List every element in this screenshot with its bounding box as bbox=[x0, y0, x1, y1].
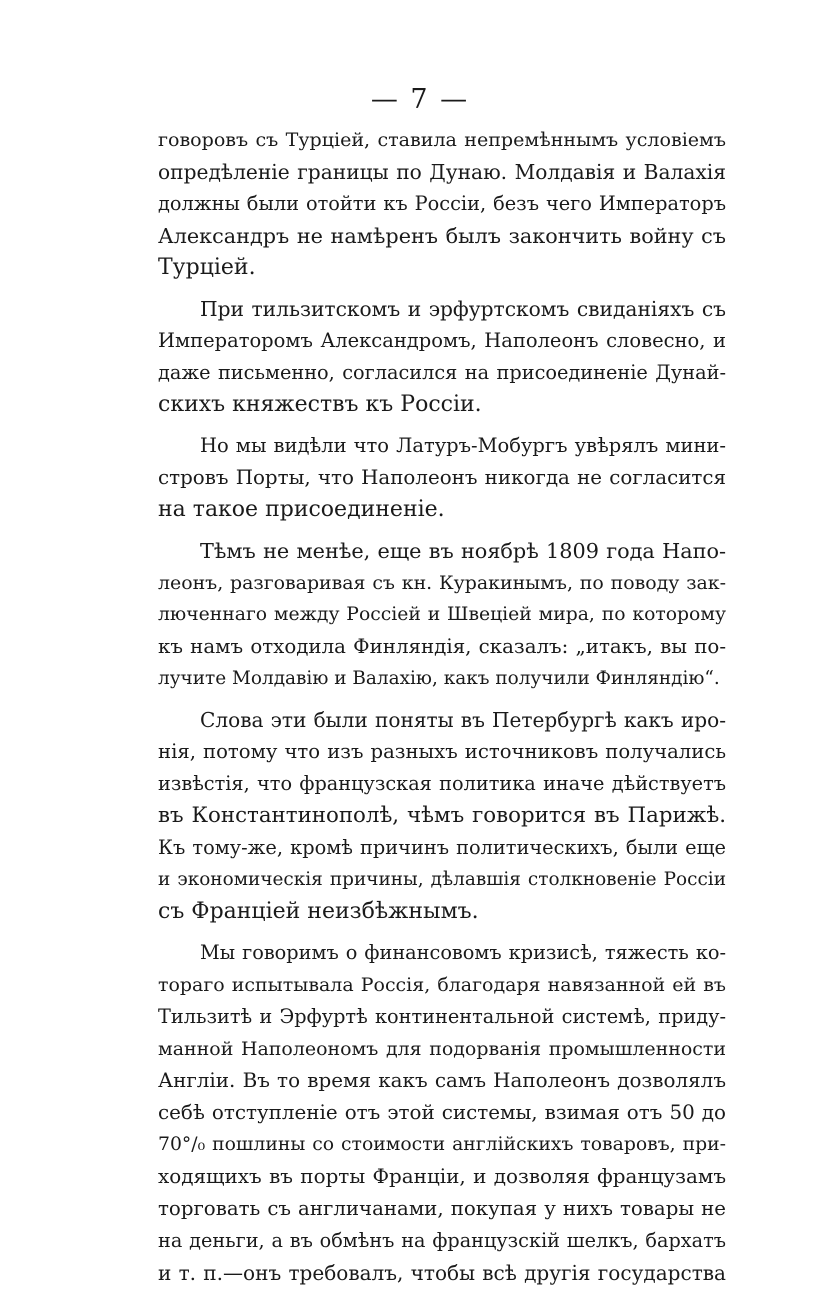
text-line: ходящихъ въ порты Франціи, и дозволяя французамъ bbox=[158, 1165, 726, 1188]
text-line: тораго испытывала Россія, благодаря навязанной ей въ bbox=[158, 974, 726, 996]
paragraph bbox=[158, 937, 726, 1289]
text-line: себѣ отступленіе отъ этой системы, взимая отъ 50 до bbox=[158, 1101, 726, 1124]
text-line: Турціей. bbox=[158, 255, 256, 280]
text-line: на деньги, а въ обмѣнъ на французскій шелкъ, бархатъ bbox=[158, 1229, 726, 1252]
text-line: къ намъ отходила Финляндія, сказалъ: „итакъ, вы по- bbox=[158, 635, 726, 658]
text-line: Императоромъ Александромъ, Наполеонъ словесно, и bbox=[158, 329, 726, 352]
text-line: манной Наполеономъ для подорванія промышленности bbox=[158, 1038, 726, 1060]
text-line: Тѣмъ не менѣе, еще въ ноябрѣ 1809 года Напо- bbox=[200, 539, 726, 563]
text-line: лучите Молдавію и Валахію, какъ получили Финляндію“. bbox=[158, 668, 720, 689]
text-line: люченнаго между Россіей и Швеціей мира, по которому bbox=[158, 604, 726, 625]
text-line: Слова эти были поняты въ Петербургѣ какъ иро- bbox=[200, 708, 726, 732]
text-line: должны были отойти къ Россіи, безъ чего Императоръ bbox=[158, 192, 726, 215]
text-line: Къ тому-же, кромѣ причинъ политическихъ, были еще bbox=[158, 836, 726, 859]
paragraph bbox=[158, 293, 726, 421]
text-line: скихъ княжествъ къ Россіи. bbox=[158, 392, 482, 417]
body-text bbox=[158, 124, 726, 1289]
text-line: стровъ Порты, что Наполеонъ никогда не согласится bbox=[158, 466, 726, 489]
page-number: — 7 — bbox=[370, 84, 470, 115]
text-line: говоровъ съ Турціей, ставила непремѣннымъ условіемъ bbox=[158, 129, 726, 151]
text-line: леонъ, разговаривая съ кн. Куракинымъ, по поводу зак- bbox=[158, 572, 726, 594]
text-line: извѣстія, что французская политика иначе дѣйствуетъ bbox=[158, 772, 726, 795]
text-line: и т. п.—онъ требовалъ, чтобы всѣ другія государства bbox=[158, 1261, 726, 1285]
paragraph bbox=[158, 124, 726, 284]
text-line: опредѣленіе границы по Дунаю. Молдавія и Валахія bbox=[158, 160, 726, 184]
text-line: Тильзитѣ и Эрфуртѣ континентальной системѣ, приду- bbox=[158, 1005, 726, 1028]
text-line: Александръ не намѣренъ былъ закончить войну съ bbox=[158, 224, 726, 248]
text-line: на такое присоединеніе. bbox=[158, 497, 445, 522]
text-line: 70°/₀ пошлины со стоимости англійскихъ товаровъ, при- bbox=[158, 1134, 726, 1155]
text-line: торговать съ англичанами, покупая у нихъ товары не bbox=[158, 1197, 726, 1220]
paragraph bbox=[158, 430, 726, 526]
text-line: При тильзитскомъ и эрфуртскомъ свиданіяхъ съ bbox=[200, 297, 726, 321]
paragraph bbox=[158, 535, 726, 695]
text-line: даже письменно, согласился на присоединеніе Дунай- bbox=[158, 361, 726, 384]
text-line: и экономическія причины, дѣлавшія столкновеніе Россіи bbox=[158, 869, 726, 890]
paragraph bbox=[158, 704, 726, 928]
text-line: Мы говоримъ о финансовомъ кризисѣ, тяжесть ко- bbox=[200, 941, 726, 964]
text-line: Но мы видѣли что Латуръ-Мобургъ увѣрялъ мини- bbox=[200, 434, 726, 457]
text-line: нія, потому что изъ разныхъ источниковъ получались bbox=[158, 740, 726, 763]
text-line: съ Франціей неизбѣжнымъ. bbox=[158, 899, 479, 924]
text-line: Англіи. Въ то время какъ самъ Наполеонъ дозволялъ bbox=[158, 1069, 726, 1092]
text-line: въ Константинополѣ, чѣмъ говорится въ Парижѣ. bbox=[158, 803, 726, 828]
